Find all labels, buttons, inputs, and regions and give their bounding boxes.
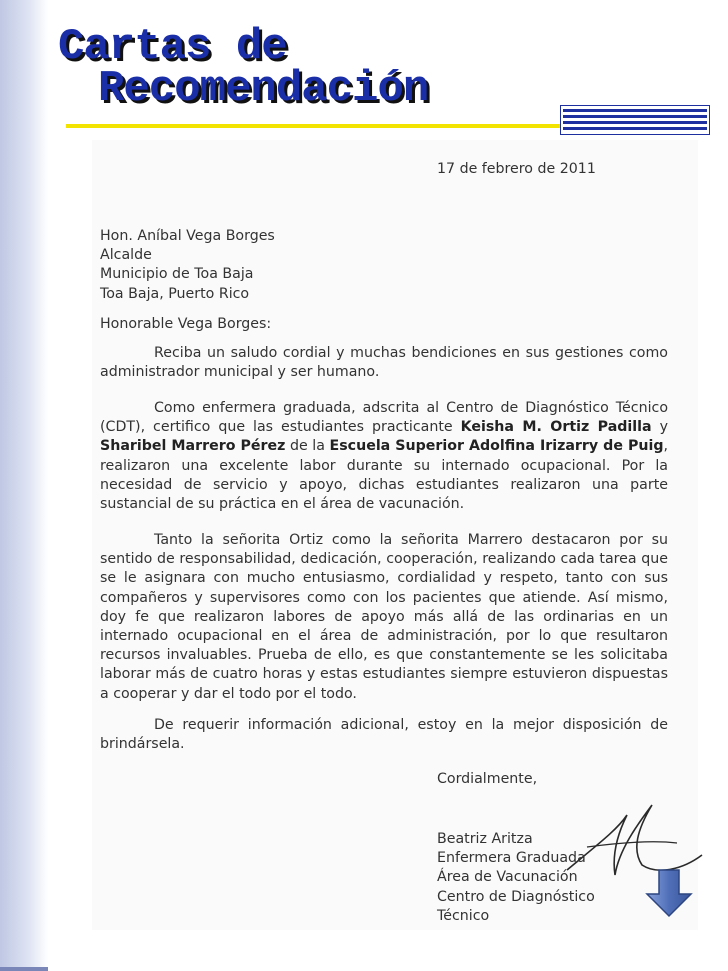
- paragraph-3-text: Tanto la señorita Ortiz como la señorita Marrero destacaron por su sentido de responsabilidad, dedicación, cooperación, realizando cada tarea que se le asignara con mucho entusiasmo, cordialidad y respeto, tanto con sus compañeros y supervisores como con los pacientes que atiende. Así mismo, doy fe que realizaron labores de apoyo más allá de las ordinarias en un internado ocupacional en el área de administración, por lo que resultaron recursos invaluables. Prueba de ello, es que constantemente se les solicitaba laborar más de cuatro horas y estas estudiantes siempre estuvieron dispuestas a cooperar y dar el todo por el todo.: [100, 532, 668, 702]
- recipient-line: Municipio de Toa Baja: [100, 266, 254, 283]
- paragraph-2: [100, 399, 668, 514]
- signer-organization: Centro de Diagnóstico: [437, 888, 595, 905]
- slide-title-line1: Cartas de: [58, 22, 287, 72]
- letter-date: 17 de febrero de 2011: [437, 161, 596, 177]
- letter-greeting: Honorable Vega Borges:: [100, 316, 272, 332]
- paragraph-1-text: Reciba un saludo cordial y muchas bendiciones en sus gestiones como administrador municipal y ser humano.: [100, 345, 668, 381]
- recommendation-letter-scan: [92, 140, 698, 930]
- recipient-line: Hon. Aníbal Vega Borges: [100, 228, 275, 244]
- signer-department: Área de Vacunación: [437, 869, 578, 886]
- school-name: Escuela Superior Adolfina Irizarry de Puig: [329, 438, 664, 455]
- title-underline-blue-box: [560, 105, 710, 135]
- signer-title: Enfermera Graduada: [437, 850, 586, 867]
- signer-name: Beatriz Aritza: [437, 831, 533, 847]
- paragraph-4: [100, 716, 668, 754]
- paragraph-2-text-b: y: [659, 419, 668, 436]
- arrow-down-icon[interactable]: [645, 868, 693, 918]
- recipient-address: [100, 227, 275, 304]
- paragraph-2-text-d: , realizaron una excelente labor durante su internado ocupacional. Por la necesidad de servicio y apoyo, dichas estudiantes realizaron una parte sustancial de su práctica en el área de vacunación.: [100, 438, 668, 513]
- recipient-line: Toa Baja, Puerto Rico: [100, 285, 250, 302]
- student-name-2: Sharibel Marrero Pérez: [100, 438, 286, 455]
- student-name-1: Keisha M. Ortiz Padilla: [460, 419, 652, 436]
- side-gradient-strip: [0, 0, 48, 971]
- signer-organization-cont: Técnico: [437, 907, 490, 924]
- paragraph-4-text: De requerir información adicional, estoy en la mejor disposición de brindársela.: [100, 717, 668, 753]
- signer-block: [437, 830, 595, 926]
- slide-title: [58, 22, 429, 114]
- paragraph-2-text-c: de la: [289, 438, 325, 455]
- letter-closing: Cordialmente,: [437, 771, 538, 787]
- paragraph-2-text-a: Como enfermera graduada, adscrita al Centro de Diagnóstico Técnico (CDT), certifico que las estudiantes practicante: [100, 400, 668, 436]
- paragraph-1: [100, 344, 668, 382]
- paragraph-3: [100, 531, 668, 704]
- slide-title-line2: Recomendación: [98, 64, 429, 114]
- side-bottom-bar: [0, 967, 48, 971]
- recipient-line: Alcalde: [100, 247, 152, 264]
- title-underline-yellow: [66, 124, 560, 128]
